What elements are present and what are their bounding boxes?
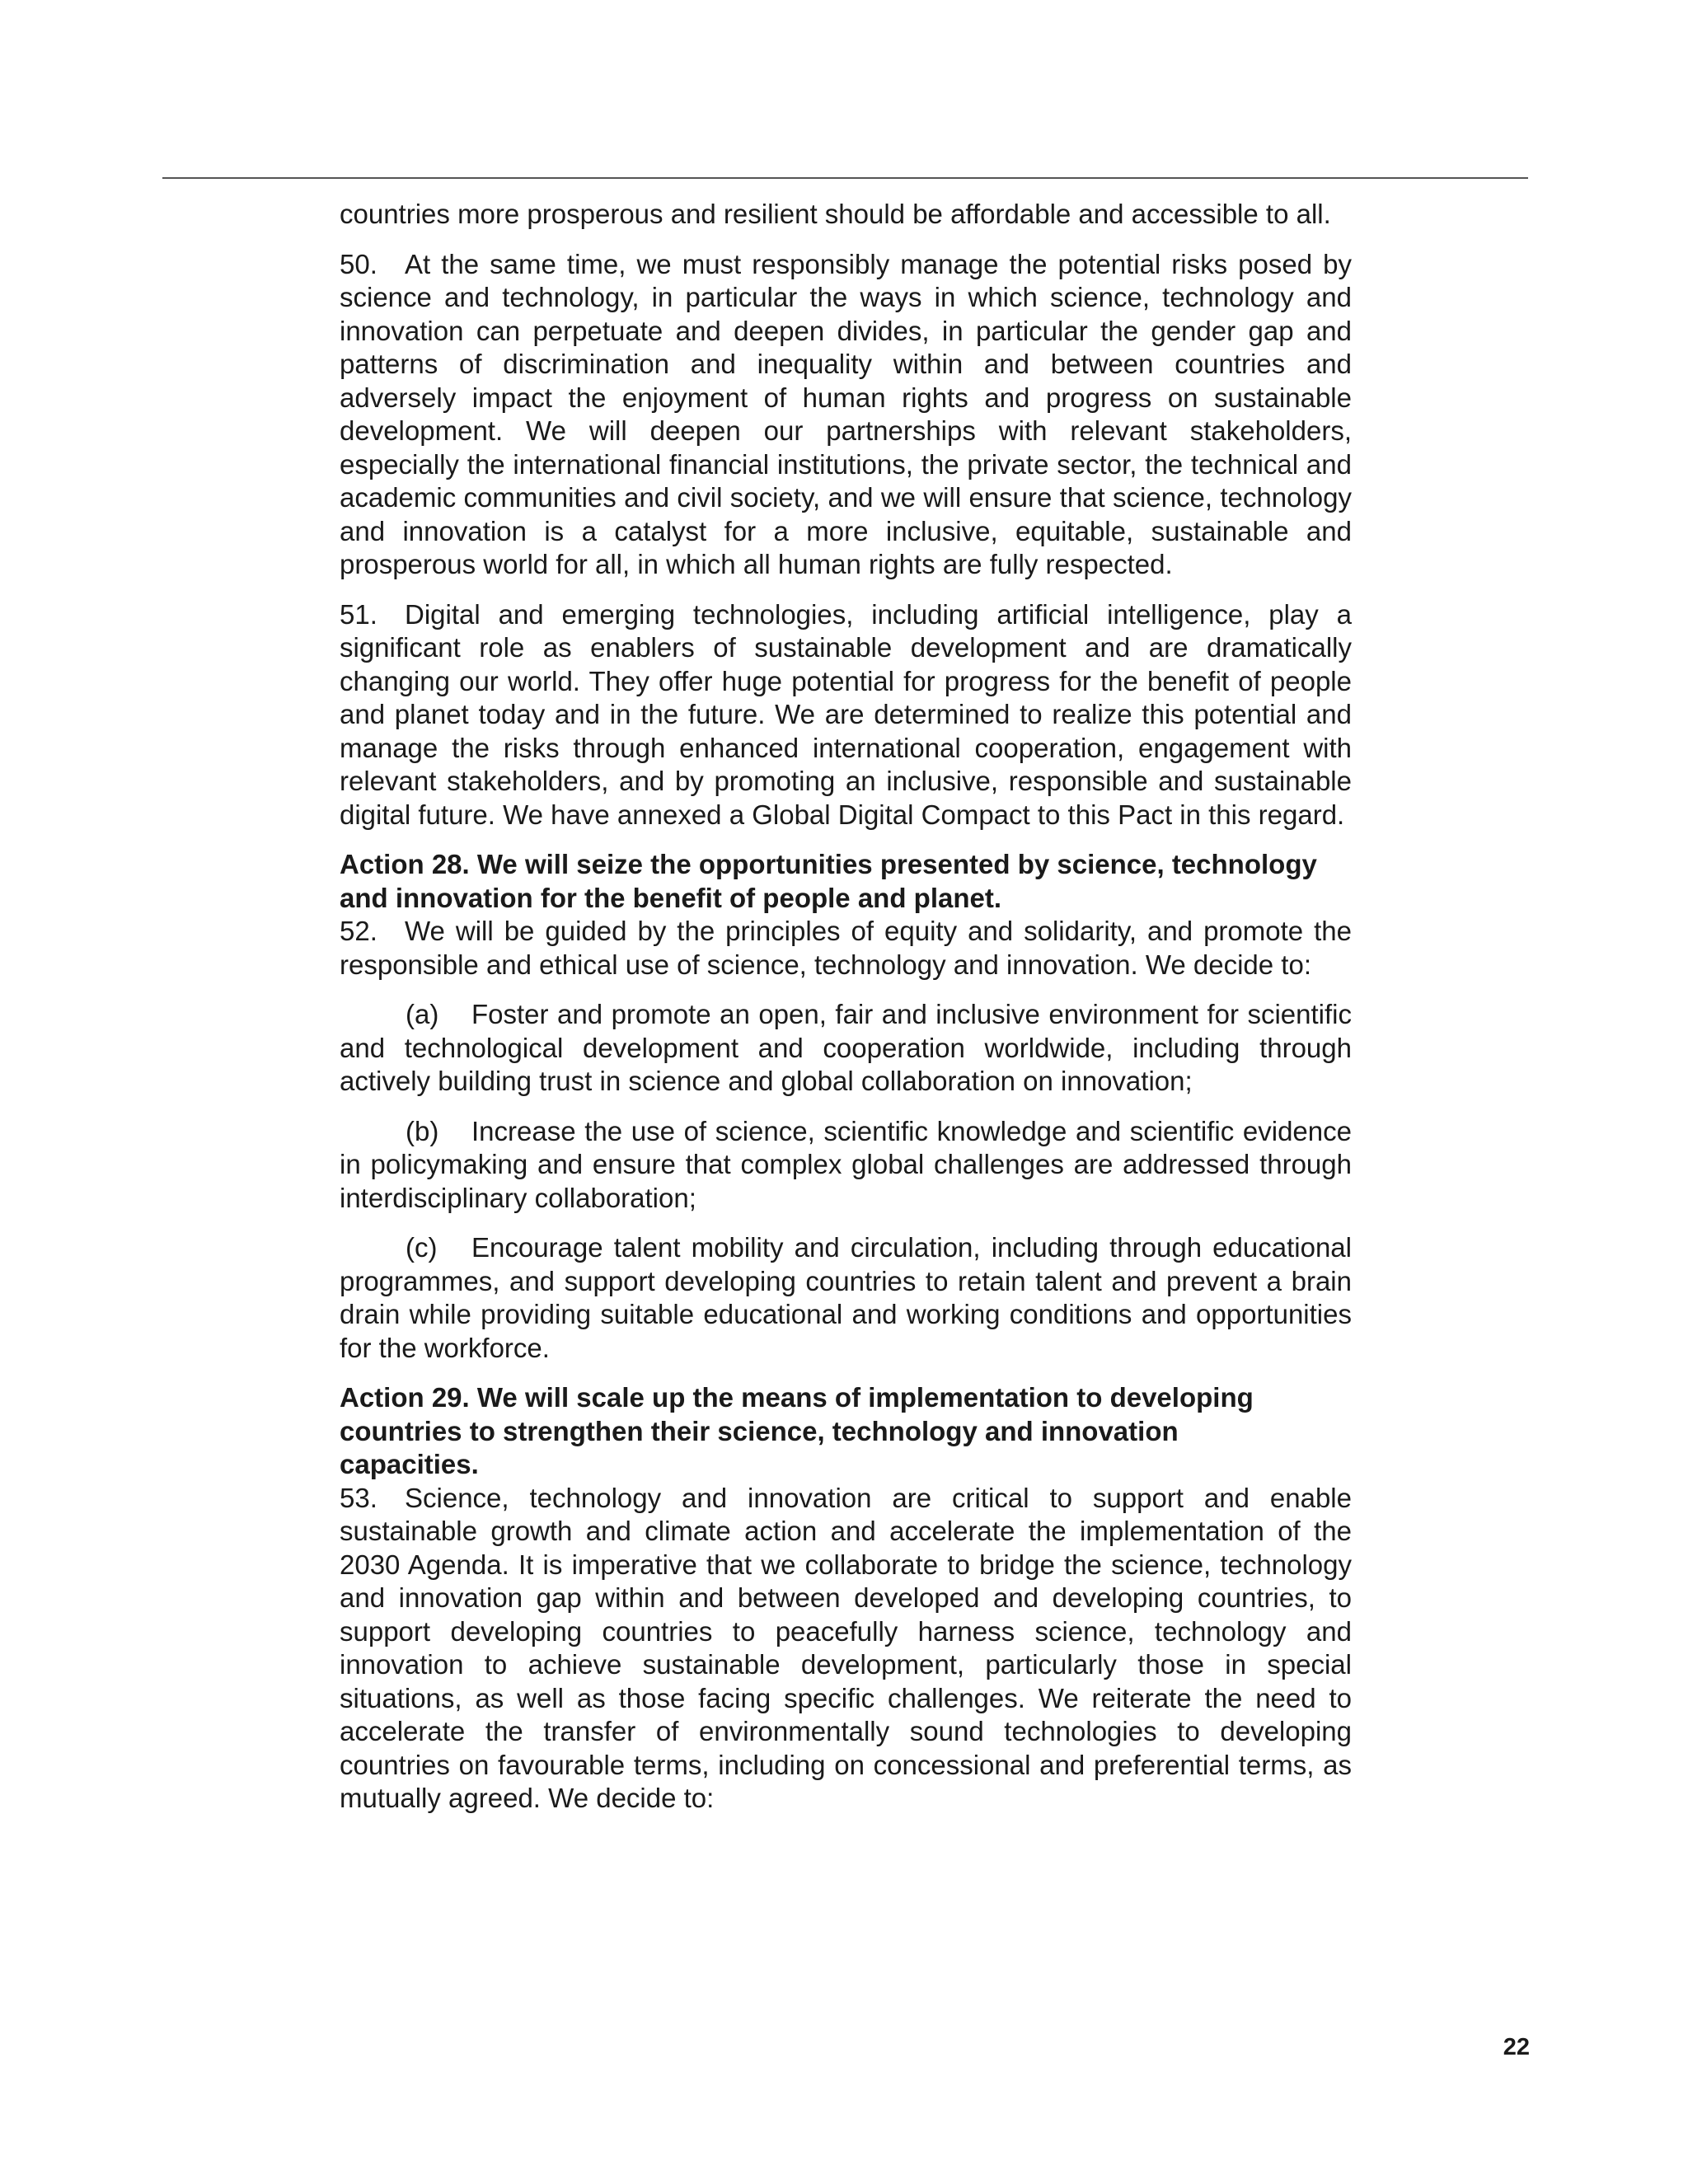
paragraph-text: Science, technology and innovation are critical to support and enable sustainable growth and climate action and accelerate the implementation of the 2030 Agenda. It is imperative that we collaborate to bridge the science, technology and innovation gap within and between developed and developing countries, to support developing countries to peacefully harness science, technology and innovation to achieve sustainable development, particularly those in special situations, as well as those facing specific challenges. We reiterate the need to accelerate the transfer of environmentally sound technologies to developing countries on favourable terms, including on concessional and preferential terms, as mutually agreed. We decide to: <box>340 1482 1352 1813</box>
subparagraph-text: Increase the use of science, scientific knowledge and scientific evidence in policymaking and ensure that complex global challenges are addressed through interdisciplinary collaboration; <box>340 1115 1352 1213</box>
paragraph-number: 51. <box>340 598 377 630</box>
subparagraph-text: Encourage talent mobility and circulation, including through educational programmes, and support developing countries to retain talent and prevent a brain drain while providing suitable educational and working conditions and opportunities for the workforce. <box>340 1232 1352 1363</box>
paragraph-49-continued <box>340 198 1352 232</box>
paragraph-52-a <box>340 998 1352 1099</box>
document-body <box>340 198 1352 1816</box>
subparagraph-label: (b) <box>406 1115 439 1146</box>
paragraph-52-c <box>340 1231 1352 1365</box>
subparagraph-text: Foster and promote an open, fair and inclusive environment for scientific and technological development and cooperation worldwide, including through actively building trust in science and global collaboration on innovation; <box>340 999 1352 1096</box>
paragraph-53 <box>340 1482 1352 1816</box>
paragraph-number: 50. <box>340 248 377 279</box>
paragraph-51 <box>340 598 1352 832</box>
paragraph-52-b <box>340 1115 1352 1216</box>
subparagraph-label: (c) <box>406 1232 438 1263</box>
paragraph-50 <box>340 248 1352 582</box>
action-29-heading: Action 29. We will scale up the means of implementation to developing countries to strengthen their science, technology and innovation capacities. <box>340 1382 1254 1479</box>
paragraph-text: countries more prosperous and resilient should be affordable and accessible to all. <box>340 199 1331 229</box>
paragraph-52 <box>340 915 1352 982</box>
page-number: 22 <box>1503 2034 1530 2060</box>
paragraph-text: At the same time, we must responsibly manage the potential risks posed by science and technology, in particular the ways in which science, technology and innovation can perpetuate and deepen divides, in particular the gender gap and patterns of discrimination and inequality within and between countries and adversely impact the enjoyment of human rights and progress on sustainable development. We will deepen our partnerships with relevant stakeholders, especially the international financial institutions, the private sector, the technical and academic communities and civil society, and we will ensure that science, technology and innovation is a catalyst for a more inclusive, equitable, sustainable and prosperous world for all, in which all human rights are fully respected. <box>340 248 1352 579</box>
paragraph-number: 52. <box>340 916 377 946</box>
paragraph-text: We will be guided by the principles of equity and solidarity, and promote the responsible and ethical use of science, technology and innovation. We decide to: <box>340 916 1352 980</box>
header-rule <box>162 177 1528 179</box>
paragraph-number: 53. <box>340 1482 377 1513</box>
subparagraph-label: (a) <box>406 999 439 1029</box>
paragraph-text: Digital and emerging technologies, including artificial intelligence, play a significant role as enablers of sustainable development and are dramatically changing our world. They offer huge potential for progress for the benefit of people and planet today and in the future. We are determined to realize this potential and manage the risks through enhanced international cooperation, engagement with relevant stakeholders, and by promoting an inclusive, responsible and sustainable digital future. We have annexed a Global Digital Compact to this Pact in this regard. <box>340 598 1352 830</box>
action-28-heading: Action 28. We will seize the opportunities presented by science, technology and innovation for the benefit of people and planet. <box>340 849 1317 913</box>
